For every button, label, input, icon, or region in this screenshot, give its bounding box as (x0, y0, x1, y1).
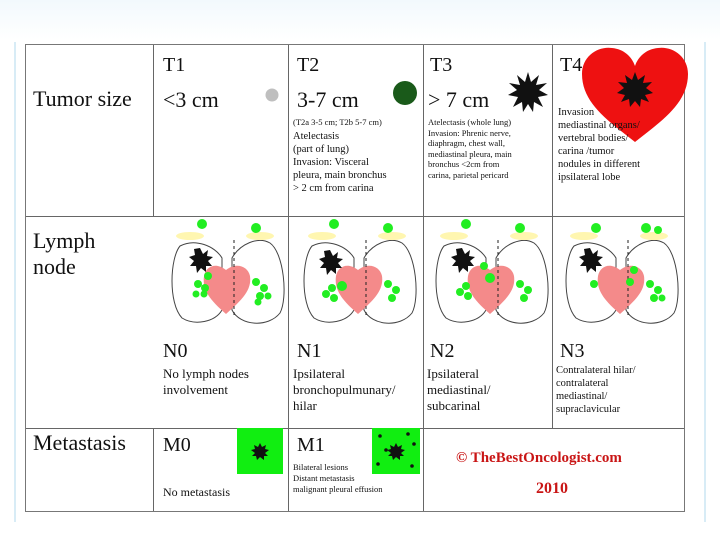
m0-description: No metastasis (163, 485, 230, 499)
m1-desc-line: malignant pleural effusion (293, 484, 383, 494)
n3-description (556, 364, 636, 416)
t4-criterion: mediastinal organs/ (558, 120, 640, 131)
t3-criterion: bronchus <2cm from (428, 159, 500, 169)
slide-top-gradient (0, 0, 720, 40)
t4-criterion: carina /tumor (558, 146, 615, 157)
tumor-t2-icon (390, 78, 420, 108)
t4-criterion: Invasion (558, 107, 595, 118)
size-t3: > 7 cm (428, 87, 490, 112)
n3-desc-line: Contralateral hilar/ (556, 365, 636, 376)
row-label-lymph-node: Lymph node (33, 228, 96, 279)
stage-t1: T1 (163, 54, 186, 76)
n3-desc-line: supraclavicular (556, 404, 621, 415)
n1-description (293, 366, 396, 414)
t2-criterion: pleura, main bronchus (293, 170, 387, 181)
t2-criterion: Invasion: Visceral (293, 157, 369, 168)
n0-desc-line: involvement (163, 382, 228, 397)
stage-m0: M0 (163, 434, 191, 456)
stage-n2: N2 (430, 340, 455, 362)
t2-criterion: > 2 cm from carina (293, 183, 374, 194)
t2-subdivision-note: (T2a 3-5 cm; T2b 5-7 cm) (293, 117, 382, 127)
t2-criteria (293, 130, 387, 195)
t4-criteria (558, 106, 640, 184)
m1-description (293, 462, 383, 495)
stage-n3: N3 (560, 340, 585, 362)
stage-m1: M1 (297, 434, 325, 456)
t3-criterion: mediastinal pleura, main (428, 148, 512, 159)
slide-left-rule (14, 42, 16, 522)
t3-criteria (428, 117, 512, 180)
t3-criterion: Invasion: Phrenic nerve, (428, 127, 511, 138)
stage-t4: T4 (560, 54, 583, 76)
n1-desc-line: hilar (293, 398, 317, 413)
n0-description (163, 366, 249, 398)
n0-lung-diagram (160, 218, 290, 338)
tumor-t1-icon (262, 85, 282, 105)
m1-desc-line: Distant metastasis (293, 473, 355, 483)
t4-criterion: ipsilateral lobe (558, 172, 621, 183)
watermark-year: 2010 (536, 480, 568, 497)
t4-criterion: vertebral bodies/ (558, 133, 629, 144)
n3-lung-diagram (554, 218, 684, 338)
n3-desc-line: contralateral (556, 378, 609, 389)
t2-criterion: Atelectasis (293, 131, 340, 142)
n1-desc-line: Ipsilateral (293, 366, 345, 381)
t3-criterion: diaphragm, chest wall, (428, 138, 505, 148)
row-divider (26, 216, 684, 217)
stage-n0: N0 (163, 340, 188, 362)
row-label-metastasis: Metastasis (33, 430, 126, 455)
size-t2: 3-7 cm (297, 87, 359, 112)
n2-lung-diagram (424, 218, 554, 338)
m0-box-icon (237, 428, 283, 474)
stage-t3: T3 (430, 54, 453, 76)
watermark-site: © TheBestOncologist.com (456, 450, 622, 466)
n0-desc-line: No lymph nodes (163, 366, 249, 381)
size-t1: <3 cm (163, 87, 219, 112)
col-divider (153, 428, 154, 511)
t3-criterion: Atelectasis (whole lung) (428, 117, 512, 127)
n1-lung-diagram (292, 218, 422, 338)
t4-criterion: nodules in different (558, 159, 641, 170)
stage-t2: T2 (297, 54, 320, 76)
m1-box-icon (372, 428, 420, 474)
n2-desc-line: mediastinal/ (427, 382, 491, 397)
m1-desc-line: Bilateral lesions (293, 462, 349, 472)
n3-desc-line: mediastinal/ (556, 391, 608, 402)
t3-criterion: carina, parietal pericard (428, 169, 509, 180)
stage-n1: N1 (297, 340, 322, 362)
row-label-tumor-size: Tumor size (33, 86, 132, 111)
n1-desc-line: bronchopulmunary/ (293, 382, 396, 397)
t2-criterion: (part of lung) (293, 144, 349, 155)
n2-desc-line: Ipsilateral (427, 366, 479, 381)
col-divider (153, 45, 154, 216)
row-divider (26, 428, 684, 429)
slide-right-rule (704, 42, 706, 522)
n2-description (427, 366, 491, 414)
n2-desc-line: subcarinal (427, 398, 481, 413)
tumor-t3-icon (508, 72, 548, 112)
